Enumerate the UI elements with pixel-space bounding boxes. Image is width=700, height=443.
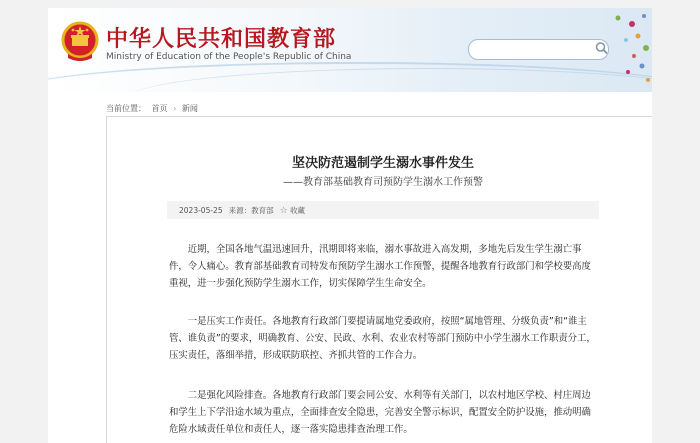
decorative-dots [588, 10, 652, 90]
site-header [48, 8, 652, 92]
article-paragraph: 二是强化风险排查。各地教育行政部门要会同公安、水利等有关部门，以农村地区学校、村庄周边和学生上下学沿途水域为重点，全面排查安全隐患，完善安全警示标识，配置安全防护设施，推动明确危险水域责任单位和责任人，逐一落实隐患排查治理工作。 [169, 390, 591, 435]
favorite-button[interactable] [280, 205, 305, 216]
site-title-en[interactable]: Ministry of Education of the People's Republic of China [106, 52, 352, 62]
article-paragraph: 一是压实工作责任。各地教育行政部门要提请属地党委政府，按照“属地管理、分级负责”和“谁主管、谁负责”的要求，明确教育、公安、民政、水利、农业农村等部门预防中小学生溺水工作职责分工，压实责任，落细举措，形成联防联控、齐抓共管的工作合力。 [169, 316, 596, 361]
national-emblem-icon[interactable] [60, 20, 100, 64]
article-container [106, 116, 652, 443]
breadcrumb [106, 103, 201, 114]
site-title-cn[interactable]: 中华人民共和国教育部 [106, 27, 337, 52]
breadcrumb-separator: › [173, 104, 177, 113]
article-date: 2023-05-25 [179, 206, 223, 215]
article-subtitle: ——教育部基础教育司预防学生溺水工作预警 [283, 177, 483, 188]
breadcrumb-label: 当前位置： [106, 104, 146, 113]
star-icon: ☆ [279, 206, 288, 216]
article-title: 坚决防范遏制学生溺水事件发生 [291, 156, 474, 171]
article-meta [179, 205, 305, 216]
breadcrumb-news-link[interactable]: 新闻 [181, 104, 198, 113]
article-paragraph: 近期，全国各地气温迅速回升，汛期即将来临，溺水事故进入高发期，多地先后发生学生溺亡事件，令人痛心。教育部基础教育司特发布预防学生溺水工作预警，提醒各地教育行政部门和学校要高度重视，进一步强化预防学生溺水工作，切实保障学生生命安全。 [169, 244, 591, 289]
article-source: 来源：教育部 [228, 206, 274, 215]
breadcrumb-home-link[interactable]: 首页 [151, 104, 168, 113]
favorite-label: 收藏 [290, 206, 306, 215]
page [48, 8, 652, 443]
